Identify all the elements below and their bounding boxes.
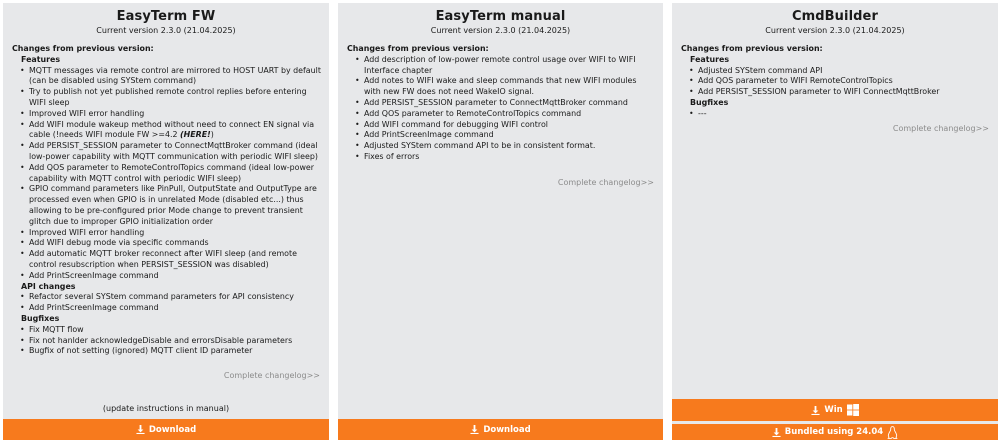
card-title: CmdBuilder — [791, 9, 878, 24]
bugfixes-list — [681, 109, 990, 120]
card-version: Current version 2.3.0 (21.04.2025) — [765, 26, 905, 35]
list-item: • Add notes to WIFI wake and sleep commands that new WIFI modules with new FW does not need WakeIO signal. — [364, 76, 655, 98]
section-heading-api-changes: API changes — [21, 281, 76, 291]
list-item: • GPIO command parameters like PinPull, OutputState and OutputType are processed even when GPIO is in unrelated Mode (disabled etc...) thus allowing to be pre-configured prior Mode change to prevent transient glitch due to improper GPIO initialization order — [29, 184, 321, 227]
complete-changelog-link[interactable]: Complete changelog>> — [557, 178, 654, 187]
download-icon — [811, 406, 820, 415]
list-item: • Fix not hanlder acknowledgeDisable and errorsDisable parameters — [29, 336, 321, 347]
changes-heading: Changes from previous version: — [347, 44, 489, 53]
list-item: • Try to publish not yet published remote control replies before entering WIFI sleep — [29, 87, 321, 109]
bugfixes-list — [12, 325, 321, 357]
card-easyterm-manual — [338, 3, 663, 440]
windows-icon — [847, 404, 859, 416]
changes-list — [347, 55, 655, 163]
download-win-label: Win — [824, 405, 843, 415]
list-item: • Improved WIFI error handling — [29, 228, 321, 239]
changes-content — [3, 44, 329, 357]
download-linux-button[interactable] — [672, 424, 998, 440]
changes-content — [338, 44, 663, 163]
list-item — [29, 120, 321, 142]
list-item: • MQTT messages via remote control are mirrored to HOST UART by default (can be disabled using SYStem command) — [29, 66, 321, 88]
card-version: Current version 2.3.0 (21.04.2025) — [96, 26, 236, 35]
complete-changelog-link[interactable]: Complete changelog>> — [892, 124, 989, 133]
section-heading-features: Features — [21, 54, 61, 64]
here-emphasis: (HERE! — [180, 130, 211, 140]
download-win-button[interactable] — [672, 399, 998, 421]
download-label: Download — [148, 424, 197, 435]
closing-paren: ) — [210, 130, 214, 140]
api-changes-list — [12, 292, 321, 314]
update-instructions-note: (update instructions in manual) — [102, 404, 230, 413]
list-item: • Improved WIFI error handling — [29, 109, 321, 120]
list-item: • Add PrintScreenImage command — [29, 271, 321, 282]
list-item: • Add automatic MQTT broker reconnect after WIFI sleep (and remote control resubscription when PERSIST_SESSION was disabled) — [29, 249, 321, 271]
card-easyterm-fw — [3, 3, 329, 440]
card-cmdbuilder — [672, 3, 998, 440]
list-item: • Fix MQTT flow — [29, 325, 321, 336]
features-list — [681, 66, 990, 98]
list-item: • Adjusted SYStem command API to be in consistent format. — [364, 141, 655, 152]
list-item: • Adjusted SYStem command API — [698, 66, 990, 77]
linux-icon — [887, 426, 898, 439]
download-label: Download — [483, 424, 531, 435]
list-item: • Add WIFI command for debugging WIFI control — [364, 120, 655, 131]
download-icon — [470, 425, 479, 434]
list-item: • Add PERSIST_SESSION parameter to ConnectMqttBroker command (ideal low-power capability with MQTT communication with periodic WIFI sleep) — [29, 141, 321, 163]
list-item: • Bugfix of not setting (ignored) MQTT client ID parameter — [29, 346, 321, 357]
download-button[interactable] — [338, 419, 663, 440]
changes-heading: Changes from previous version: — [681, 44, 823, 53]
list-item: • Add QOS parameter to WIFI RemoteControlTopics — [698, 76, 990, 87]
download-linux-label: Bundled using 24.04 — [784, 427, 884, 437]
changes-content — [672, 44, 998, 120]
list-item: • Fixes of errors — [364, 152, 655, 163]
complete-changelog-link[interactable]: Complete changelog>> — [223, 371, 320, 380]
list-item: • Add QOS parameter to RemoteControlTopics command — [364, 109, 655, 120]
card-title: EasyTerm FW — [116, 9, 216, 24]
list-item: • Add PrintScreenImage command — [29, 303, 321, 314]
list-item: • Add PERSIST_SESSION parameter to WIFI ConnectMqttBroker — [698, 87, 990, 98]
list-item: • Add PrintScreenImage command — [364, 130, 655, 141]
section-heading-bugfixes: Bugfixes — [21, 313, 60, 323]
section-heading-bugfixes: Bugfixes — [690, 97, 729, 107]
download-icon — [772, 428, 781, 437]
list-item: • Add QOS parameter to RemoteControlTopics command (ideal low-power capability with MQTT control with periodic WIFI sleep) — [29, 163, 321, 185]
list-item: • Add description of low-power remote control usage over WIFI to WIFI Interface chapter — [364, 55, 655, 77]
card-title: EasyTerm manual — [435, 9, 566, 24]
features-list — [12, 66, 321, 282]
list-item-text: Add WIFI module wakeup method without need to connect EN signal via cable (!needs WIFI module FW >=4.2 — [29, 119, 315, 140]
download-icon — [136, 425, 145, 434]
download-button[interactable] — [3, 419, 329, 440]
list-item: • Refactor several SYStem command parameters for API consistency — [29, 292, 321, 303]
card-version: Current version 2.3.0 (21.04.2025) — [430, 26, 571, 35]
list-item: • Add PERSIST_SESSION parameter to ConnectMqttBroker command — [364, 98, 655, 109]
changes-heading: Changes from previous version: — [12, 44, 154, 53]
section-heading-features: Features — [690, 54, 730, 64]
list-item: • Add WIFI debug mode via specific commands — [29, 238, 321, 249]
list-item: • --- — [698, 109, 990, 120]
